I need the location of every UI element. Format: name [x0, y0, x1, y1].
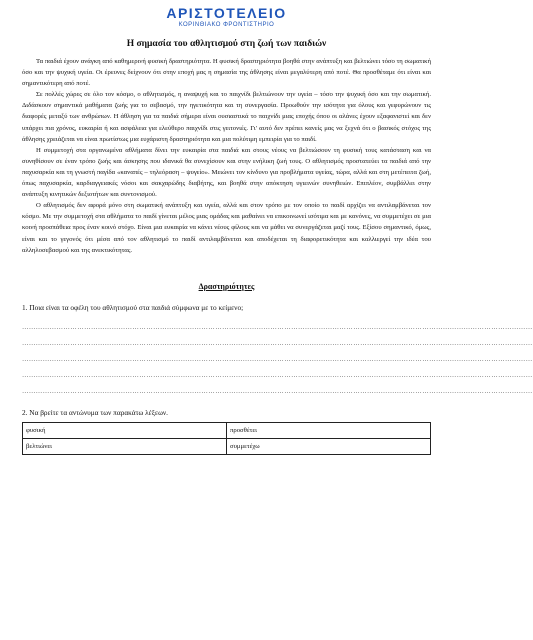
- answer-lines[interactable]: [22, 320, 533, 400]
- page-title: Η σημασία του αθλητισμού στη ζωή των παιδιών: [126, 39, 327, 49]
- question-2: 2. Να βρείτε τα αντώνυμα των παρακάτω λέξεων.: [22, 407, 168, 417]
- question-1: 1. Ποια είναι τα οφέλη του αθλητισμού στα παιδιά σύμφωνα με το κείμενο;: [22, 302, 244, 312]
- paragraph-3: Η συμμετοχή στα οργανωμένα αθλήματα δίνει την ευκαιρία στα παιδιά και στους νέους να βελτιώσουν τη φυσική τους κατάσταση και να συνηθίσουν σε έναν τρόπο ζωής και άσκησης που ιδανικά θα συνεχίσουν και στην ενήλικη ζωή τους. Ο αθλητισμός προστατεύει τα παιδιά από την παχυσαρκία και τη γνωστή παγίδα «καναπές – τηλεόραση – ψυγείο». Μειώνει τον κίνδυνο για προβλήματα υγείας, τώρα, αλλά και στη μετέπειτα ζωή, όπως παχυσαρκία, καρδιαγγειακές νόσοι και σακχαρώδης διαβήτης, και βοηθά στην απόκτηση υγιεινών συνηθειών. Επιπλέον, συμβάλλει στην ανάπτυξη κινητικών δεξιοτήτων και συντονισμού.: [22, 146, 431, 199]
- word-cell[interactable]: βελτιώνει: [23, 438, 227, 454]
- table-row: [23, 422, 431, 438]
- answer-line[interactable]: ……………………………………………………………………………………………………………………………………………………………………………………………………: [22, 323, 533, 331]
- answer-line[interactable]: ……………………………………………………………………………………………………………………………………………………………………………………………………: [22, 371, 533, 379]
- word-cell[interactable]: προσθέτει: [227, 422, 431, 438]
- antonyms-table: [22, 422, 431, 455]
- paragraph-4: Ο αθλητισμός δεν αφορά μόνο στη σωματική ανάπτυξη και υγεία, αλλά και στον τρόπο με τον οποίο το παιδί αρχίζει να αντιλαμβάνεται τον κόσμο. Με την συμμετοχή στα αθλήματα το παιδί γίνεται μέλος μιας ομάδας και μαθαίνει να επικοινωνεί ισότιμα και με κανόνες, να συμμετέχει σε μια κοινή προσπάθεια προς έναν κοινό στόχο. Είναι μια ευκαιρία να κάνει νέους φίλους και να μάθει να συνεργάζεται μαζί τους. Εξίσου σημαντικό, όμως, είναι και το γεγονός ότι μέσα από τον αθλητισμό το παιδί αντιλαμβάνεται και αποδέχεται τη διαφορετικότητα και καλλιεργεί την ιδέα του αλληλοσεβασμού και της ανεκτικότητας.: [22, 202, 431, 254]
- article-body: [22, 56, 431, 256]
- logo-subtitle: ΚΟΡΙΝΘΙΑΚΟ ΦΡΟΝΤΙΣΤΗΡΙΟ: [178, 22, 275, 28]
- paragraph-1: Τα παιδιά έχουν ανάγκη από καθημερινή φυσική δραστηριότητα. Η φυσική δραστηριότητα βοηθά στην ανάπτυξη και βελτιώνει τόσο τη σωματική όσο και την ψυχική υγεία. Οι έρευνες δείχνουν ότι στην εποχή μας η σημασία της άθλησης είναι μεγαλύτερη από ποτέ. Θα προσθέταμε ότι είναι και σημαντικότερη από ποτέ.: [22, 58, 431, 88]
- activities-heading: Δραστηριότητες: [198, 281, 255, 291]
- paragraph-2: Σε πολλές χώρες σε όλο τον κόσμο, ο αθλητισμός, η αναψυχή και το παιχνίδι βελτιώνουν την υγεία – τόσο την ψυχική όσο και την σωματική. Διδάσκουν σημαντικά μαθήματα ζωής για το σεβασμό, την ηγετικότητα και τη συνεργασία. Προωθούν την ισότητα για όλους και γεφυρώνουν τις διαφορές μεταξύ των ανθρώπων. Η άθληση για τα παιδιά σήμερα είναι ουσιαστικά το παιχνίδι μιας εποχής όπου οι αλάνες έχουν εξαφανιστεί και δεν υπάρχει πια χρόνος, ευκαιρία ή και ασφάλεια για ελεύθερο παιχνίδι στις γειτονιές. Γι' αυτό δεν πρέπει κανείς μας να ξεχνά ότι ο βασικός στόχος της άθλησης χρειάζεται να είναι πρωτίστως μια ευχάριστη δραστηριότητα και μια πολύτιμη εμπειρία για το παιδί.: [22, 91, 431, 143]
- table-row: [23, 438, 431, 454]
- answer-line[interactable]: ……………………………………………………………………………………………………………………………………………………………………………………………………: [22, 355, 533, 363]
- logo: [22, 0, 431, 36]
- answer-line[interactable]: ……………………………………………………………………………………………………………………………………………………………………………………………………: [22, 339, 533, 347]
- logo-name: ΑΡΙΣΤΟΤΕΛΕΙΟ: [166, 5, 287, 21]
- answer-line[interactable]: ……………………………………………………………………………………………………………………………………………………………………………………………………: [22, 387, 533, 395]
- word-cell[interactable]: συμμετέχω: [227, 438, 431, 454]
- word-cell[interactable]: φυσική: [23, 422, 227, 438]
